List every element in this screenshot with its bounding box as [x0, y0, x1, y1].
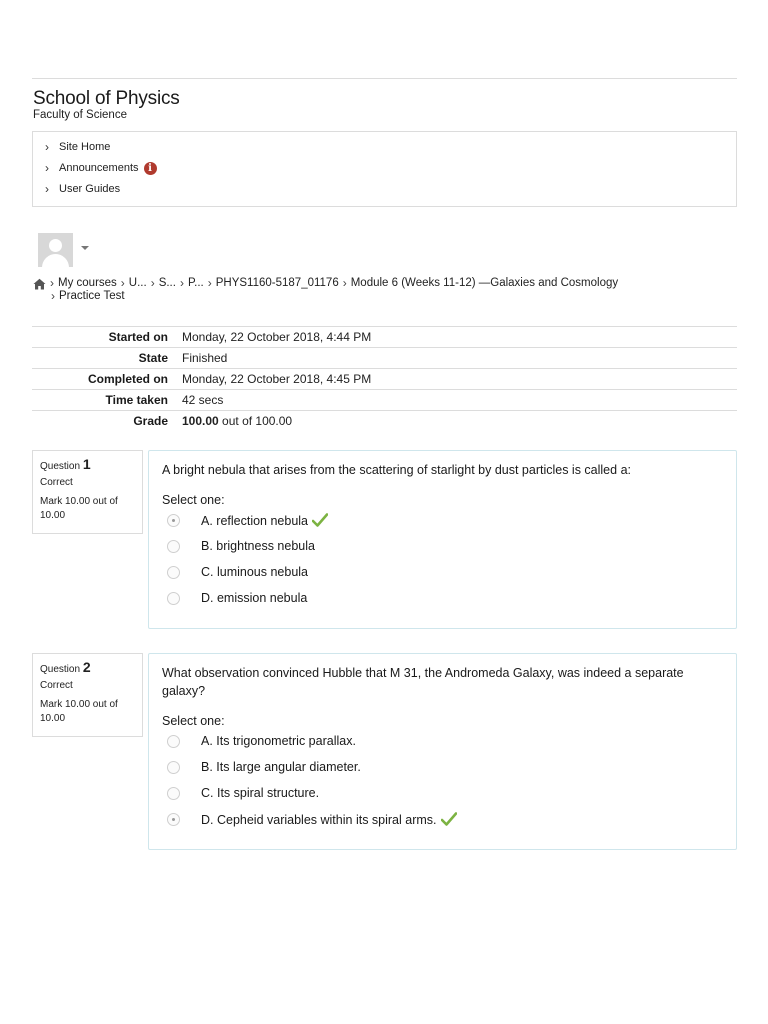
answer-option[interactable]: B. Its large angular diameter. [162, 754, 723, 780]
answer-radio[interactable] [167, 514, 180, 527]
question-content [148, 653, 737, 850]
check-icon [441, 812, 457, 826]
chevron-right-icon: › [179, 276, 184, 290]
chevron-right-icon: › [342, 276, 347, 290]
question-number: Question 1 [40, 456, 91, 472]
question-state: Correct [40, 477, 73, 488]
nav-item-label: Site Home [59, 141, 111, 153]
nav-item-user-guides[interactable] [45, 180, 120, 198]
answer-option[interactable]: A. Its trigonometric parallax. [162, 728, 723, 754]
answer-option[interactable]: A. reflection nebula [162, 507, 723, 533]
breadcrumb-item[interactable]: Module 6 (Weeks 11-12) —Galaxies and Cosmology [350, 277, 619, 289]
summary-value [182, 411, 737, 432]
site-navigation [32, 131, 737, 207]
nav-item-site-home[interactable] [45, 138, 110, 156]
chevron-right-icon: › [45, 140, 49, 154]
answer-prompt: Select one: [162, 714, 225, 728]
chevron-right-icon: › [45, 182, 49, 196]
answer-radio[interactable] [167, 592, 180, 605]
summary-label: Time taken [105, 393, 168, 407]
question-state: Correct [40, 680, 73, 691]
breadcrumb-item[interactable]: PHYS1160-5187_01176 [215, 277, 339, 289]
grade-value: 100.00 [182, 414, 219, 429]
breadcrumb-item[interactable]: My courses [58, 277, 117, 289]
answer-radio[interactable] [167, 540, 180, 553]
nav-item-label: User Guides [59, 183, 121, 195]
chevron-right-icon: › [207, 276, 212, 290]
answer-option[interactable]: C. luminous nebula [162, 559, 723, 585]
summary-value: Finished [182, 351, 228, 365]
summary-row [32, 348, 737, 369]
breadcrumb-item[interactable]: P... [187, 277, 204, 289]
site-title[interactable]: School of Physics [33, 88, 180, 109]
question-content [148, 450, 737, 629]
avatar[interactable] [38, 233, 73, 267]
question-number: Question 2 [40, 659, 91, 675]
info-icon: i [144, 162, 157, 175]
summary-label: Grade [133, 414, 168, 429]
attempt-summary-table [32, 326, 737, 432]
answer-list [162, 507, 723, 611]
summary-row [32, 390, 737, 411]
answer-radio[interactable] [167, 735, 180, 748]
breadcrumb-item[interactable]: U... [128, 277, 147, 289]
answer-radio[interactable] [167, 787, 180, 800]
home-icon[interactable] [33, 278, 46, 290]
question-info [32, 653, 143, 737]
summary-label: Completed on [88, 372, 168, 386]
summary-label: Started on [108, 330, 168, 344]
summary-row [32, 327, 737, 348]
answer-option[interactable]: B. brightness nebula [162, 533, 723, 559]
answer-list [162, 728, 723, 832]
nav-item-label: Announcements [59, 162, 139, 174]
chevron-right-icon: › [50, 276, 54, 290]
nav-item-announcements[interactable] [45, 159, 157, 177]
answer-option[interactable]: D. Cepheid variables within its spiral arms. [162, 806, 723, 832]
answer-radio[interactable] [167, 566, 180, 579]
grade-out-of: out of 100.00 [222, 414, 293, 429]
breadcrumb-item[interactable]: S... [158, 277, 176, 289]
summary-label: State [138, 351, 168, 365]
answer-prompt: Select one: [162, 493, 225, 507]
site-subtitle: Faculty of Science [33, 109, 127, 121]
chevron-right-icon: › [51, 289, 55, 303]
summary-value: Monday, 22 October 2018, 4:45 PM [182, 372, 372, 386]
user-menu-caret-icon[interactable] [81, 246, 89, 250]
question-text: A bright nebula that arises from the scattering of starlight by dust particles is called a: [162, 463, 631, 477]
question-text: What observation convinced Hubble that M 31, the Andromeda Galaxy, was indeed a separate galaxy? [162, 666, 684, 698]
check-icon [312, 513, 328, 527]
breadcrumb-current[interactable]: Practice Test [59, 290, 125, 302]
summary-row [32, 369, 737, 390]
breadcrumb [33, 277, 738, 303]
summary-value: Monday, 22 October 2018, 4:44 PM [182, 330, 372, 344]
question-info [32, 450, 143, 534]
header-divider [32, 78, 737, 79]
question-mark: Mark 10.00 out of 10.00 [40, 496, 118, 521]
summary-value: 42 secs [182, 393, 224, 407]
answer-option[interactable]: C. Its spiral structure. [162, 780, 723, 806]
chevron-right-icon: › [45, 161, 49, 175]
question-mark: Mark 10.00 out of 10.00 [40, 699, 118, 724]
summary-row [32, 411, 737, 432]
answer-radio[interactable] [167, 813, 180, 826]
chevron-right-icon: › [150, 276, 155, 290]
answer-option[interactable]: D. emission nebula [162, 585, 723, 611]
chevron-right-icon: › [120, 276, 125, 290]
answer-radio[interactable] [167, 761, 180, 774]
